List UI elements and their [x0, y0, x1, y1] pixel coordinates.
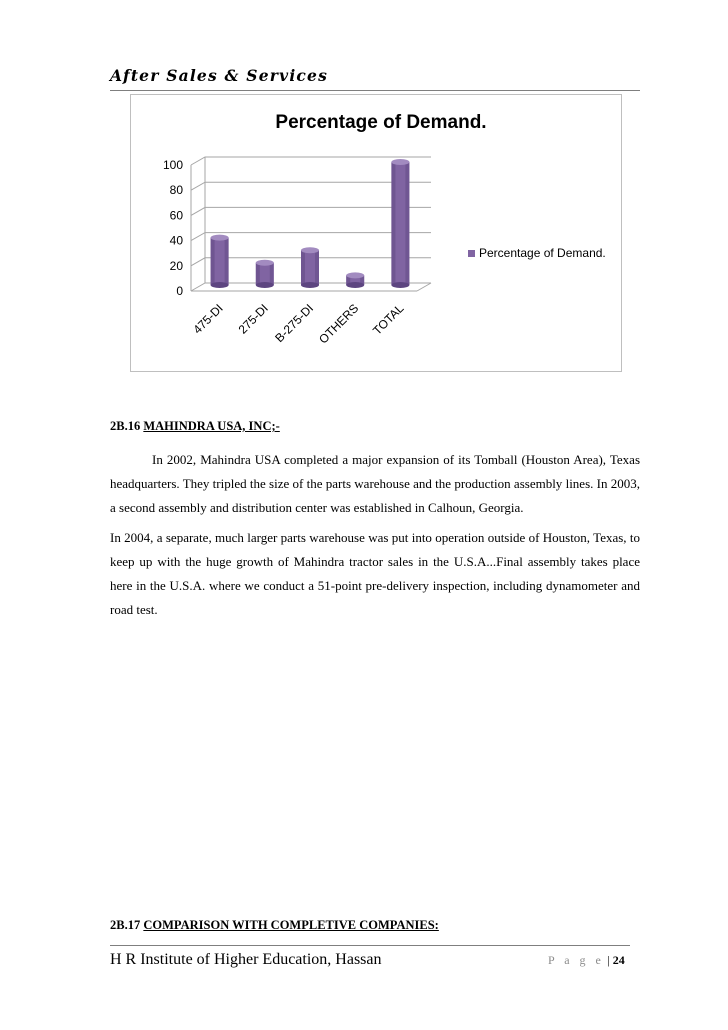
chart-legend	[468, 246, 606, 260]
chart-bars	[211, 159, 410, 288]
y-tick-label: 60	[169, 208, 183, 223]
bar-top	[301, 247, 319, 253]
bar-top	[391, 159, 409, 165]
bar-top	[256, 260, 274, 266]
y-tick-label: 80	[169, 183, 183, 198]
y-tick-label: 20	[169, 258, 183, 273]
page-label: P a g e	[548, 953, 605, 967]
y-tick-label: 100	[162, 158, 183, 172]
footer-page	[548, 953, 625, 968]
header-divider	[110, 90, 640, 91]
x-category-label: TOTAL	[370, 301, 407, 338]
section-heading-17	[110, 918, 439, 933]
bar-shade	[391, 162, 395, 285]
bar	[301, 247, 319, 288]
section-heading-16	[110, 419, 280, 434]
section-title: COMPARISON WITH COMPLETIVE COMPANIES:	[143, 918, 439, 932]
header-title: After Sales & Services	[110, 66, 329, 85]
footer-divider	[110, 945, 630, 946]
bar	[346, 272, 364, 288]
legend-swatch	[468, 250, 475, 257]
bar-base	[391, 282, 409, 288]
bar	[391, 159, 409, 288]
bar-base	[301, 282, 319, 288]
bar	[211, 235, 229, 288]
x-category-label: B-275-DI	[272, 301, 317, 346]
bar-shade	[270, 263, 274, 285]
bar-shade	[211, 238, 215, 285]
bar-shade	[315, 250, 319, 285]
demand-chart	[130, 94, 622, 372]
legend-label: Percentage of Demand.	[479, 246, 606, 260]
footer-institute: H R Institute of Higher Education, Hassan	[110, 951, 382, 968]
section-number: 2B.16	[110, 419, 141, 433]
y-tick-label: 40	[169, 233, 183, 248]
bar-top	[211, 235, 229, 241]
x-axis-labels	[190, 301, 406, 346]
x-category-label: OTHERS	[316, 301, 362, 347]
y-tick-label: 0	[176, 284, 183, 298]
bar	[256, 260, 274, 288]
floor-edge-line	[417, 283, 431, 291]
bar-base	[256, 282, 274, 288]
bar-top	[346, 272, 364, 278]
bar-shade	[225, 238, 229, 285]
page-number: 24	[612, 953, 625, 967]
bar-shade	[256, 263, 260, 285]
paragraph: In 2004, a separate, much larger parts warehouse was put into operation outside of Houston, Texas, to keep up with the huge growth of Mahindra tractor sales in the U.S.A...Final assembly takes place here in the U.S.A. where we conduct a 51-point pre-delivery inspection, including dynamometer and road test.	[110, 530, 640, 617]
paragraph: In 2002, Mahindra USA completed a major expansion of its Tomball (Houston Area), Texas headquarters. They tripled the size of the parts warehouse and the production assembly lines. In 2003, a second assembly and distribution center was established in Calhoun, Georgia.	[110, 452, 640, 515]
page-separator: |	[607, 953, 610, 967]
bar-base	[346, 282, 364, 288]
chart-canvas	[131, 95, 621, 371]
section-body-16	[110, 448, 640, 622]
chart-title: Percentage of Demand.	[275, 112, 487, 133]
section-title: MAHINDRA USA, INC;-	[143, 419, 280, 433]
bar-shade	[405, 162, 409, 285]
section-number: 2B.17	[110, 918, 141, 932]
x-category-label: 275-DI	[235, 301, 271, 337]
y-axis-ticks	[163, 158, 183, 298]
x-category-label: 475-DI	[190, 301, 226, 337]
bar-shade	[301, 250, 305, 285]
bar-base	[211, 282, 229, 288]
